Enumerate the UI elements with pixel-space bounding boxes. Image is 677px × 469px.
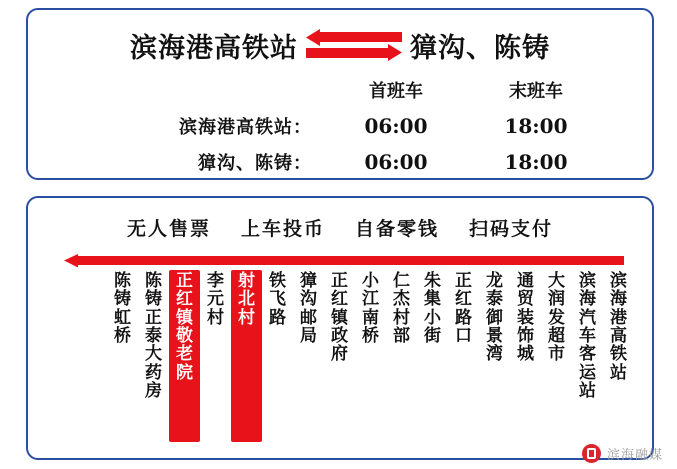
stop-char: 政 [331, 326, 348, 347]
stop-char: 海 [579, 289, 596, 310]
stop-char: 湾 [486, 344, 503, 365]
schedule-table [28, 72, 652, 180]
stop-char: 江 [362, 289, 379, 310]
media-logo-icon [582, 444, 601, 463]
stop-item [386, 270, 417, 442]
watermark [582, 444, 663, 463]
stop-char: 部 [393, 326, 410, 347]
stop-char: 车 [579, 326, 596, 347]
stop-char: 杰 [393, 289, 410, 310]
stop-char: 院 [176, 362, 193, 383]
stop-char: 御 [486, 307, 503, 328]
stop-char: 小 [362, 271, 379, 291]
stop-char: 镇 [331, 307, 348, 328]
stop-char: 李 [207, 271, 224, 291]
stop-char: 饰 [517, 326, 534, 347]
stop-char: 铁 [269, 271, 286, 291]
stop-char: 贸 [517, 289, 534, 310]
stop-item [231, 270, 262, 442]
stop-char: 铸 [145, 289, 162, 310]
stop-item [293, 270, 324, 442]
stop-char: 站 [610, 362, 627, 383]
stop-item [603, 270, 634, 442]
stop-char: 仁 [393, 271, 410, 291]
table-row [28, 144, 652, 180]
stop-item [200, 270, 231, 442]
stop-char: 发 [548, 307, 565, 328]
schedule-panel [26, 8, 654, 180]
stop-char: 大 [548, 271, 565, 291]
stop-char: 镇 [176, 307, 193, 328]
notice-item: 上车投币 [240, 218, 325, 240]
stop-char: 城 [517, 344, 534, 365]
stop-char: 大 [145, 344, 162, 365]
stop-char: 滨 [579, 271, 596, 291]
stop-char: 路 [455, 307, 472, 328]
stop-char: 村 [238, 307, 255, 328]
stop-item [448, 270, 479, 442]
stops-panel [26, 196, 654, 460]
stop-char: 润 [548, 289, 565, 310]
stop-item [324, 270, 355, 442]
stop-item [107, 270, 138, 442]
stop-char: 獐 [300, 271, 317, 291]
stop-char: 村 [207, 307, 224, 328]
stop-char: 正 [331, 271, 348, 291]
schedule-row-label: 獐沟、陈铸： [198, 153, 312, 174]
stop-item [417, 270, 448, 442]
stop-char: 陈 [114, 271, 131, 291]
stop-char: 汽 [579, 307, 596, 328]
stop-char: 铸 [114, 289, 131, 310]
stop-char: 集 [424, 289, 441, 310]
notice-row [28, 214, 652, 241]
schedule-row-label: 滨海港高铁站： [179, 117, 312, 138]
notice-item: 自备零钱 [355, 218, 440, 240]
stop-char: 滨 [610, 271, 627, 291]
stop-char: 局 [300, 326, 317, 347]
stop-char: 红 [176, 289, 193, 310]
schedule-row-first-time: 06:00 [364, 150, 428, 174]
table-row [28, 108, 652, 144]
stop-char: 高 [610, 326, 627, 347]
stop-char: 市 [548, 344, 565, 365]
stop-char: 红 [331, 289, 348, 310]
stop-char: 府 [331, 344, 348, 365]
stop-char: 海 [610, 289, 627, 310]
schedule-header-last-bus: 末班车 [509, 81, 563, 102]
stop-item [479, 270, 510, 442]
stop-char: 泰 [145, 326, 162, 347]
stop-item [262, 270, 293, 442]
stop-char: 虹 [114, 307, 131, 328]
stop-item [355, 270, 386, 442]
stop-item [572, 270, 603, 442]
stop-char: 站 [579, 381, 596, 402]
stop-char: 街 [424, 326, 441, 347]
schedule-header-row [28, 72, 652, 108]
stop-item [541, 270, 572, 442]
stop-char: 龙 [486, 271, 503, 291]
stop-char: 装 [517, 307, 534, 328]
stop-char: 房 [145, 381, 162, 402]
stop-char: 南 [362, 307, 379, 328]
stop-item [510, 270, 541, 442]
stop-char: 口 [455, 326, 472, 347]
route-origin: 滨海港高铁站 [130, 32, 298, 64]
stop-char: 村 [393, 307, 410, 328]
stop-char: 小 [424, 307, 441, 328]
double-arrow-icon [306, 28, 402, 62]
stop-char: 药 [145, 362, 162, 383]
stop-char: 正 [176, 271, 193, 291]
stop-char: 泰 [486, 289, 503, 310]
stop-char: 桥 [114, 326, 131, 347]
stop-char: 红 [455, 289, 472, 310]
stop-char: 正 [455, 271, 472, 291]
stop-char: 邮 [300, 307, 317, 328]
stop-char: 路 [269, 307, 286, 328]
stop-char: 元 [207, 289, 224, 310]
stop-char: 客 [579, 344, 596, 365]
schedule-header-first-bus: 首班车 [369, 81, 423, 102]
notice-item: 无人售票 [126, 218, 211, 240]
stop-char: 朱 [424, 271, 441, 291]
stop-char: 通 [517, 271, 534, 291]
stop-item [169, 270, 200, 442]
watermark-text: 滨海融媒 [606, 448, 663, 463]
stop-char: 正 [145, 307, 162, 328]
schedule-row-first-time: 06:00 [364, 114, 428, 138]
schedule-row-last-time: 18:00 [504, 114, 568, 138]
stop-char: 北 [238, 289, 255, 310]
route-destination: 獐沟、陈铸 [410, 32, 550, 64]
stop-char: 港 [610, 307, 627, 328]
stop-char: 射 [238, 271, 255, 291]
stop-char: 桥 [362, 326, 379, 347]
stop-char: 飞 [269, 289, 286, 310]
stop-char: 景 [486, 326, 503, 347]
stop-char: 超 [548, 326, 565, 347]
stop-char: 运 [579, 362, 596, 383]
schedule-row-last-time: 18:00 [504, 150, 568, 174]
stop-char: 沟 [300, 289, 317, 310]
stop-char: 铁 [610, 344, 627, 365]
stop-char: 敬 [176, 326, 193, 347]
notice-item: 扫码支付 [469, 218, 554, 240]
route-line-arrow-icon [64, 254, 624, 268]
stops-list [62, 270, 634, 446]
stop-char: 陈 [145, 271, 162, 291]
route-title [28, 24, 652, 66]
stop-char: 老 [176, 344, 193, 365]
stop-item [138, 270, 169, 442]
